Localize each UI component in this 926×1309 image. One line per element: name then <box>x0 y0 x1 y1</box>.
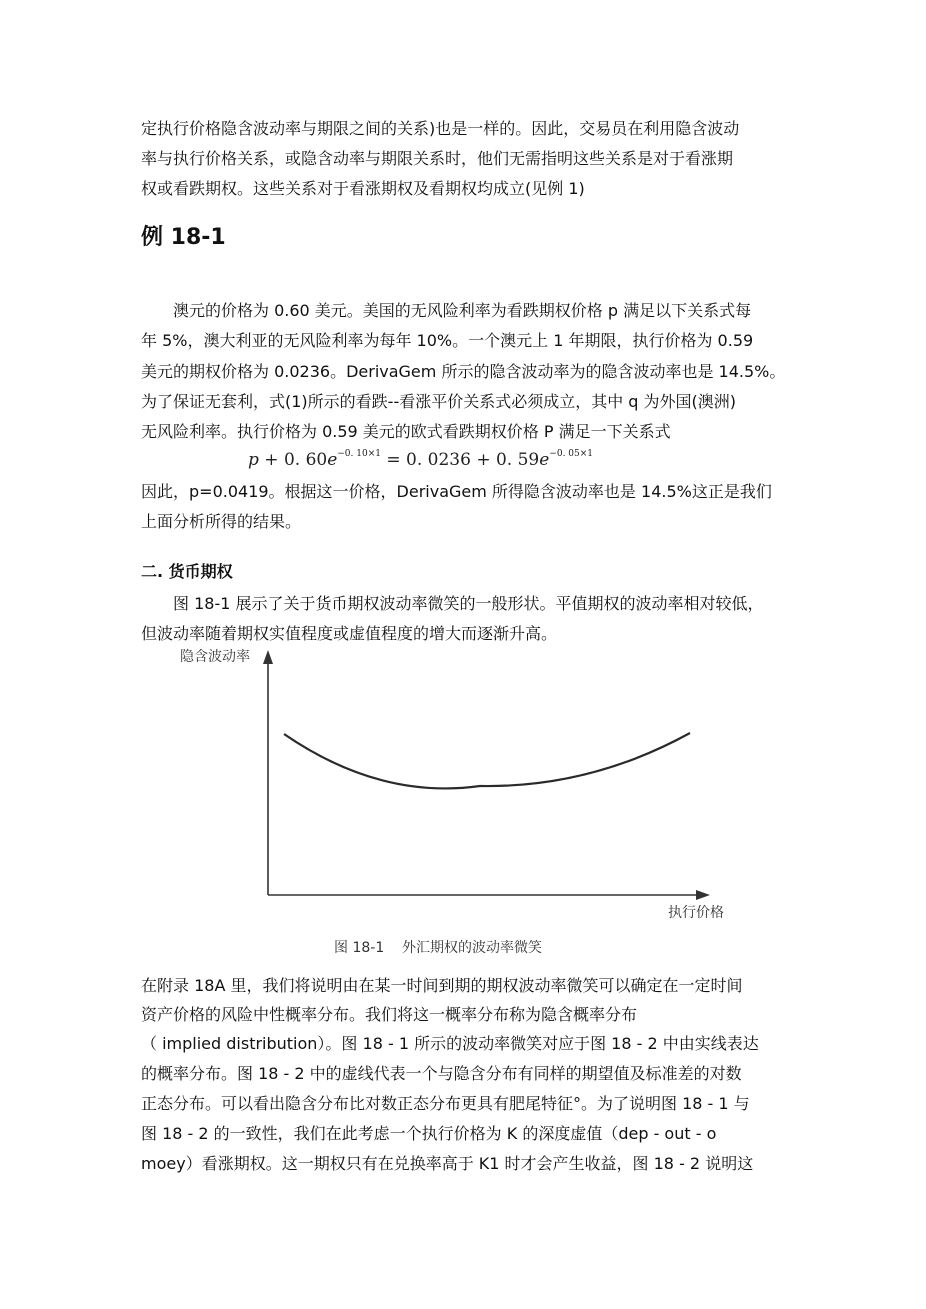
example-title: 例 18-1 <box>141 225 226 250</box>
appendix-line-4: 的概率分布。图 18 - 2 中的虚线代表一个与隐含分布有同样的期望值及标准差的对数 <box>141 1064 742 1083</box>
volatility-smile-curve <box>284 733 690 788</box>
intro-line-3: 权或看跌期权。这些关系对于看涨期权及看期权均成立(见例 1) <box>141 179 585 198</box>
x-axis-label: 执行价格 <box>668 905 724 921</box>
section-title: 二. 货币期权 <box>141 562 233 581</box>
appendix-line-5: 正态分布。可以看出隐含分布比对数正态分布更具有肥尾特征°。为了说明图 18 - 1 与 <box>141 1094 750 1113</box>
result-line-1: 因此，p=0.0419。根据这一价格，DerivaGem 所得隐含波动率也是 14.5%这正是我们 <box>141 482 772 501</box>
section-line-2: 但波动率随着期权实值程度或虚值程度的增大而逐渐升高。 <box>141 624 558 643</box>
x-axis-arrow-icon <box>696 890 710 900</box>
formula-lhs-base: e <box>327 450 338 470</box>
formula-eq: = 0. 0236 + 0. 59 <box>380 450 540 470</box>
appendix-line-7: moey）看涨期权。这一期权只有在兑换率高于 K1 时才会产生收益，图 18 - 2 说明这 <box>141 1154 754 1173</box>
appendix-line-2: 资产价格的风险中性概率分布。我们将这一概率分布称为隐含概率分布 <box>141 1005 638 1024</box>
result-line-2: 上面分析所得的结果。 <box>141 512 302 531</box>
volatility-smile-figure <box>170 640 750 970</box>
appendix-line-1: 在附录 18A 里，我们将说明由在某一时间到期的期权波动率微笑可以确定在一定时间 <box>141 976 743 995</box>
formula-rhs-exp: −0. 05×1 <box>549 449 594 459</box>
example-line-1: 澳元的价格为 0.60 美元。美国的无风险利率为看跌期权价格 p 满足以下关系式每 <box>173 301 752 320</box>
formula-lhs-op: + 0. 60 <box>258 450 328 470</box>
intro-line-1: 定执行价格隐含波动率与期限之间的关系)也是一样的。因此，交易员在利用隐含波动 <box>141 119 740 138</box>
appendix-line-3: （ implied distribution）。图 18 - 1 所示的波动率微笑对应于图 18 - 2 中由实线表达 <box>141 1034 759 1053</box>
example-line-5: 无风险利率。执行价格为 0.59 美元的欧式看跌期权价格 P 满足一下关系式 <box>141 422 671 441</box>
section-line-1: 图 18-1 展示了关于货币期权波动率微笑的一般形状。平值期权的波动率相对较低， <box>173 594 764 613</box>
example-line-3: 美元的期权价格为 0.0236。DerivaGem 所示的隐含波动率为的隐含波动率也是 14.5%。 <box>141 362 786 381</box>
formula-lhs-exp: −0. 10×1 <box>337 449 381 459</box>
example-line-4: 为了保证无套利，式(1)所示的看跌--看涨平价关系式必须成立，其中 q 为外国(澳洲) <box>141 392 737 411</box>
formula-lhs-var: p <box>248 450 259 470</box>
y-axis-label: 隐含波动率 <box>180 649 250 665</box>
intro-line-2: 率与执行价格关系，或隐含动率与期限关系时，他们无需指明这些关系是对于看涨期 <box>141 149 734 168</box>
y-axis-arrow-icon <box>263 650 273 664</box>
appendix-line-6: 图 18 - 2 的一致性，我们在此考虑一个执行价格为 K 的深度虚值（dep - out - o <box>141 1124 717 1143</box>
figure-caption: 图 18-1 外汇期权的波动率微笑 <box>334 940 543 956</box>
put-call-parity-formula <box>248 443 593 471</box>
example-line-2: 年 5%，澳大利亚的无风险利率为每年 10%。一个澳元上 1 年期限，执行价格为 0.59 <box>141 331 754 350</box>
formula-rhs-base: e <box>539 450 550 470</box>
